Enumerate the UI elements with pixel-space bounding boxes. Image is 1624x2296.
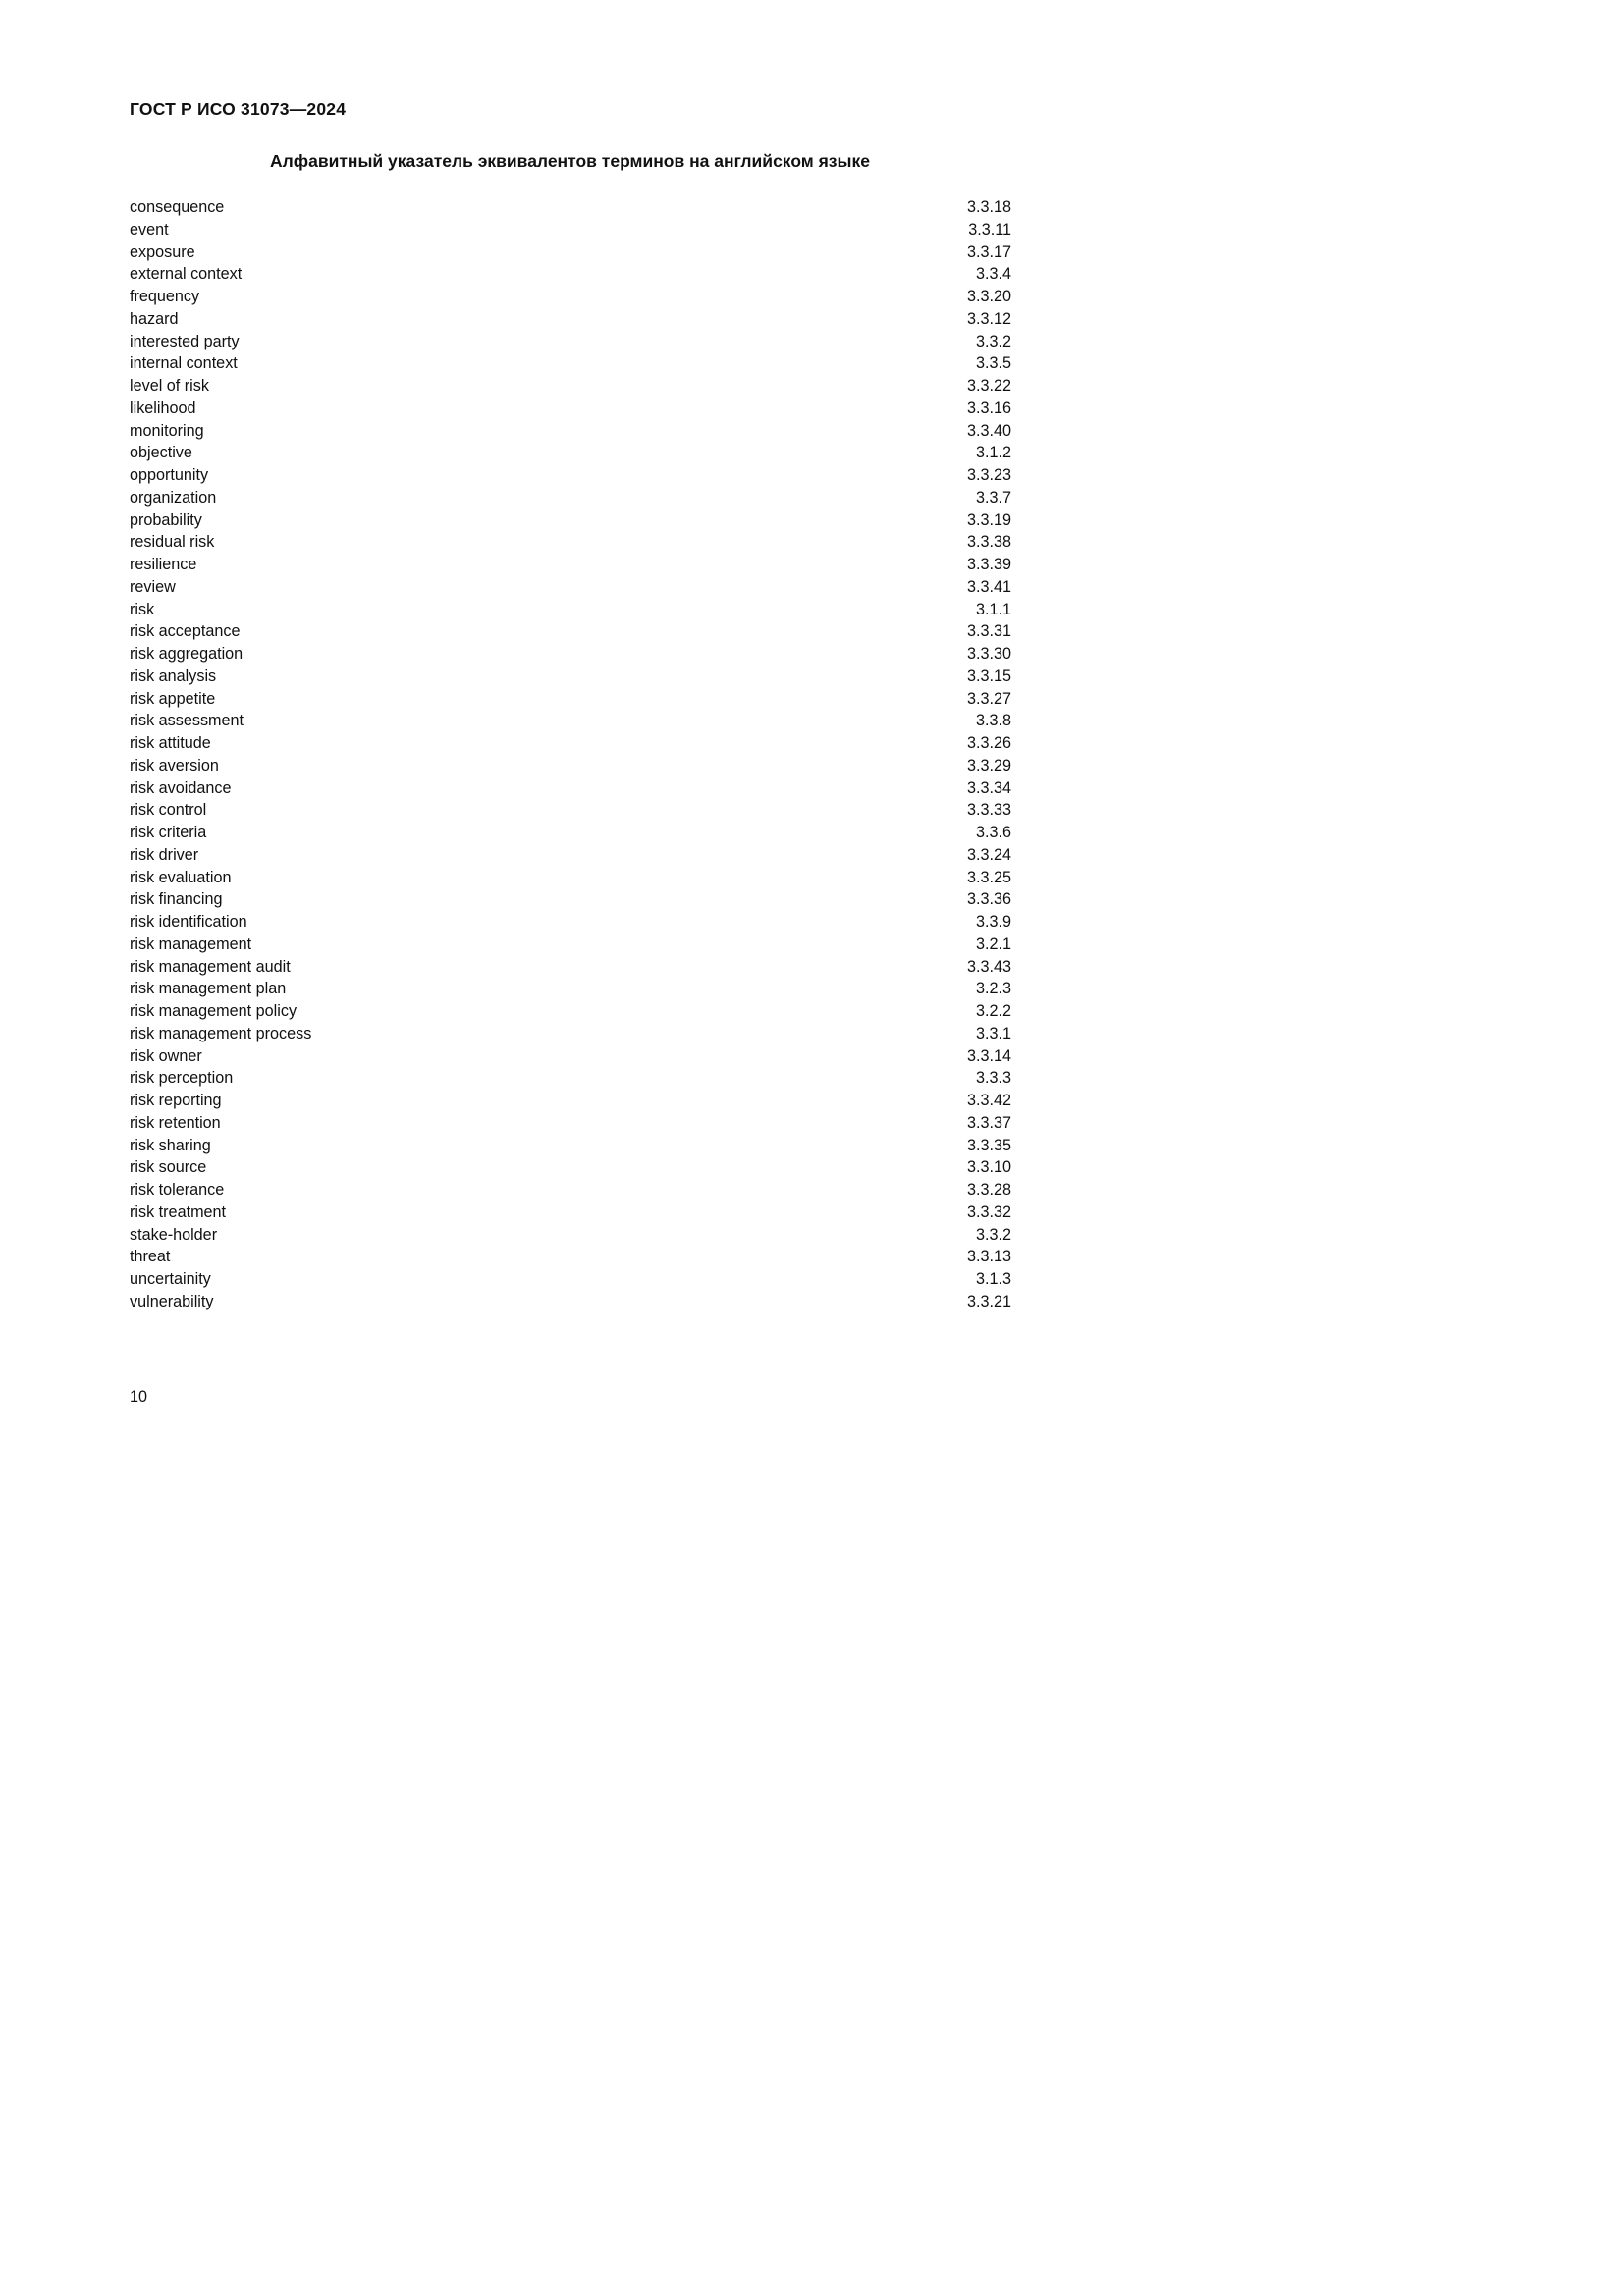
index-term: risk treatment: [130, 1202, 227, 1221]
index-term: risk avoidance: [130, 778, 232, 797]
index-term: frequency: [130, 288, 200, 305]
index-ref: 3.3.34: [966, 778, 1011, 797]
index-entry: [130, 509, 1011, 532]
index-ref: 3.3.42: [966, 1092, 1011, 1109]
index-term: exposure: [130, 242, 195, 261]
index-ref: 3.1.2: [975, 444, 1011, 462]
index-ref: 3.3.3: [975, 1069, 1011, 1088]
index-entry: [130, 576, 1011, 599]
index-ref: 3.2.2: [975, 1002, 1011, 1020]
index-ref: 3.3.2: [975, 332, 1011, 350]
index-term: event: [130, 220, 169, 239]
index-ref: 3.3.25: [966, 868, 1011, 886]
index-entry: [130, 219, 1011, 241]
index-entry: [130, 978, 1011, 1000]
index-term: organization: [130, 488, 217, 507]
index-term: risk retention: [130, 1113, 221, 1132]
index-term: objective: [130, 444, 192, 462]
index-term: risk source: [130, 1158, 207, 1177]
index-entry: [130, 1246, 1011, 1268]
index-entry: [130, 620, 1011, 643]
index-ref: 3.2.1: [975, 934, 1011, 953]
index-term: risk tolerance: [130, 1181, 225, 1199]
index-term: stake-holder: [130, 1225, 218, 1244]
index-ref: 3.3.10: [966, 1158, 1011, 1177]
index-term: risk management: [130, 934, 252, 953]
index-term: risk analysis: [130, 667, 217, 685]
index-ref: 3.3.7: [975, 488, 1011, 507]
index-term: level of risk: [130, 377, 209, 395]
term-index-list: [130, 196, 1011, 1313]
index-ref: 3.3.33: [966, 801, 1011, 820]
index-ref: 3.3.23: [966, 466, 1011, 484]
index-term: risk criteria: [130, 824, 207, 841]
index-entry: [130, 1224, 1011, 1247]
index-entry: [130, 666, 1011, 688]
index-term: resilience: [130, 556, 197, 573]
index-ref: 3.3.26: [966, 734, 1011, 752]
index-ref: 3.3.15: [966, 667, 1011, 685]
index-ref: 3.3.28: [966, 1181, 1011, 1199]
index-entry: [130, 286, 1011, 308]
index-ref: 3.3.17: [966, 242, 1011, 261]
index-entry: [130, 442, 1011, 464]
index-term: risk management plan: [130, 980, 287, 998]
index-term: risk identification: [130, 913, 247, 931]
index-ref: 3.3.40: [966, 421, 1011, 440]
index-entry: [130, 1045, 1011, 1068]
index-entry: [130, 599, 1011, 621]
index-term: risk control: [130, 801, 207, 820]
index-entry: [130, 956, 1011, 979]
index-entry: [130, 777, 1011, 800]
index-ref: 3.3.20: [966, 288, 1011, 305]
index-term: risk attitude: [130, 734, 211, 752]
index-entry: [130, 1268, 1011, 1291]
index-entry: [130, 732, 1011, 755]
index-term: risk evaluation: [130, 868, 232, 886]
document-code: ГОСТ Р ИСО 31073—2024: [130, 99, 347, 119]
index-ref: 3.3.9: [975, 913, 1011, 931]
index-ref: 3.3.12: [966, 309, 1011, 328]
index-ref: 3.3.19: [966, 510, 1011, 529]
index-entry: [130, 867, 1011, 889]
index-term: monitoring: [130, 421, 204, 440]
index-ref: 3.3.2: [975, 1225, 1011, 1244]
index-term: probability: [130, 510, 202, 529]
index-ref: 3.3.32: [966, 1202, 1011, 1221]
index-ref: 3.2.3: [975, 980, 1011, 998]
index-title: Алфавитный указатель эквивалентов терминов на английском языке: [270, 151, 870, 171]
index-ref: 3.3.1: [975, 1024, 1011, 1042]
index-ref: 3.3.27: [966, 689, 1011, 708]
index-ref: 3.3.14: [966, 1046, 1011, 1065]
index-ref: 3.3.22: [966, 377, 1011, 395]
index-ref: 3.3.29: [966, 756, 1011, 774]
index-entry: [130, 1156, 1011, 1179]
index-term: opportunity: [130, 466, 209, 484]
index-ref: 3.3.38: [966, 533, 1011, 552]
index-entry: [130, 375, 1011, 398]
index-ref: 3.3.4: [975, 265, 1011, 284]
index-term: risk acceptance: [130, 622, 241, 641]
index-entry: [130, 1023, 1011, 1045]
index-entry: [130, 888, 1011, 911]
index-entry: [130, 1090, 1011, 1112]
index-term: risk aggregation: [130, 645, 244, 663]
index-term: internal context: [130, 354, 238, 373]
index-entry: [130, 398, 1011, 420]
index-ref: 3.3.39: [966, 556, 1011, 573]
index-entry: [130, 331, 1011, 353]
index-entry: [130, 1201, 1011, 1224]
index-ref: 3.3.43: [966, 957, 1011, 976]
index-entry: [130, 911, 1011, 934]
index-ref: 3.3.24: [966, 845, 1011, 864]
index-ref: 3.3.35: [966, 1136, 1011, 1154]
index-ref: 3.3.37: [966, 1113, 1011, 1132]
index-entry: [130, 420, 1011, 443]
index-entry: [130, 487, 1011, 509]
index-ref: 3.3.13: [966, 1248, 1011, 1266]
index-entry: [130, 755, 1011, 777]
index-term: risk management process: [130, 1024, 312, 1042]
index-term: hazard: [130, 309, 179, 328]
index-ref: 3.3.31: [966, 622, 1011, 641]
index-term: risk management policy: [130, 1002, 298, 1020]
index-ref: 3.1.1: [975, 600, 1011, 618]
index-entry: [130, 710, 1011, 732]
index-entry: [130, 1067, 1011, 1090]
index-entry: [130, 643, 1011, 666]
index-ref: 3.3.6: [975, 824, 1011, 841]
index-term: risk aversion: [130, 756, 219, 774]
index-entry: [130, 196, 1011, 219]
index-entry: [130, 464, 1011, 487]
index-term: interested party: [130, 332, 240, 350]
index-term: likelihood: [130, 399, 196, 417]
index-term: residual risk: [130, 533, 215, 552]
index-entry: [130, 799, 1011, 822]
index-term: risk assessment: [130, 712, 244, 730]
index-entry: [130, 688, 1011, 711]
index-ref: 3.3.30: [966, 645, 1011, 663]
index-entry: [130, 1291, 1011, 1313]
index-entry: [130, 531, 1011, 554]
index-term: vulnerability: [130, 1292, 214, 1310]
index-ref: 3.3.11: [968, 220, 1011, 239]
index-entry: [130, 1179, 1011, 1201]
index-ref: 3.3.36: [966, 890, 1011, 909]
index-entry: [130, 1000, 1011, 1023]
index-ref: 3.3.8: [975, 712, 1011, 730]
index-term: risk owner: [130, 1046, 202, 1065]
index-term: risk perception: [130, 1069, 234, 1088]
index-entry: [130, 844, 1011, 867]
index-ref: 3.3.18: [966, 198, 1011, 216]
index-term: risk sharing: [130, 1136, 211, 1154]
index-term: risk: [130, 600, 155, 618]
index-term: threat: [130, 1248, 171, 1266]
index-ref: 3.3.41: [966, 577, 1011, 596]
index-ref: 3.3.5: [975, 354, 1011, 373]
index-entry: [130, 263, 1011, 286]
index-entry: [130, 308, 1011, 331]
index-entry: [130, 822, 1011, 844]
index-entry: [130, 1112, 1011, 1135]
index-entry: [130, 1135, 1011, 1157]
index-term: risk management audit: [130, 957, 291, 976]
index-term: consequence: [130, 198, 225, 216]
index-term: risk reporting: [130, 1092, 222, 1109]
index-entry: [130, 554, 1011, 576]
page-number: 10: [130, 1388, 148, 1406]
index-entry: [130, 241, 1011, 264]
index-term: external context: [130, 265, 243, 284]
index-term: uncertainity: [130, 1270, 211, 1288]
index-entry: [130, 934, 1011, 956]
index-term: risk driver: [130, 845, 199, 864]
index-ref: 3.3.21: [966, 1292, 1011, 1310]
index-term: risk appetite: [130, 689, 216, 708]
index-entry: [130, 352, 1011, 375]
index-term: risk financing: [130, 890, 223, 909]
index-ref: 3.1.3: [975, 1270, 1011, 1288]
index-ref: 3.3.16: [966, 399, 1011, 417]
index-term: review: [130, 577, 176, 596]
